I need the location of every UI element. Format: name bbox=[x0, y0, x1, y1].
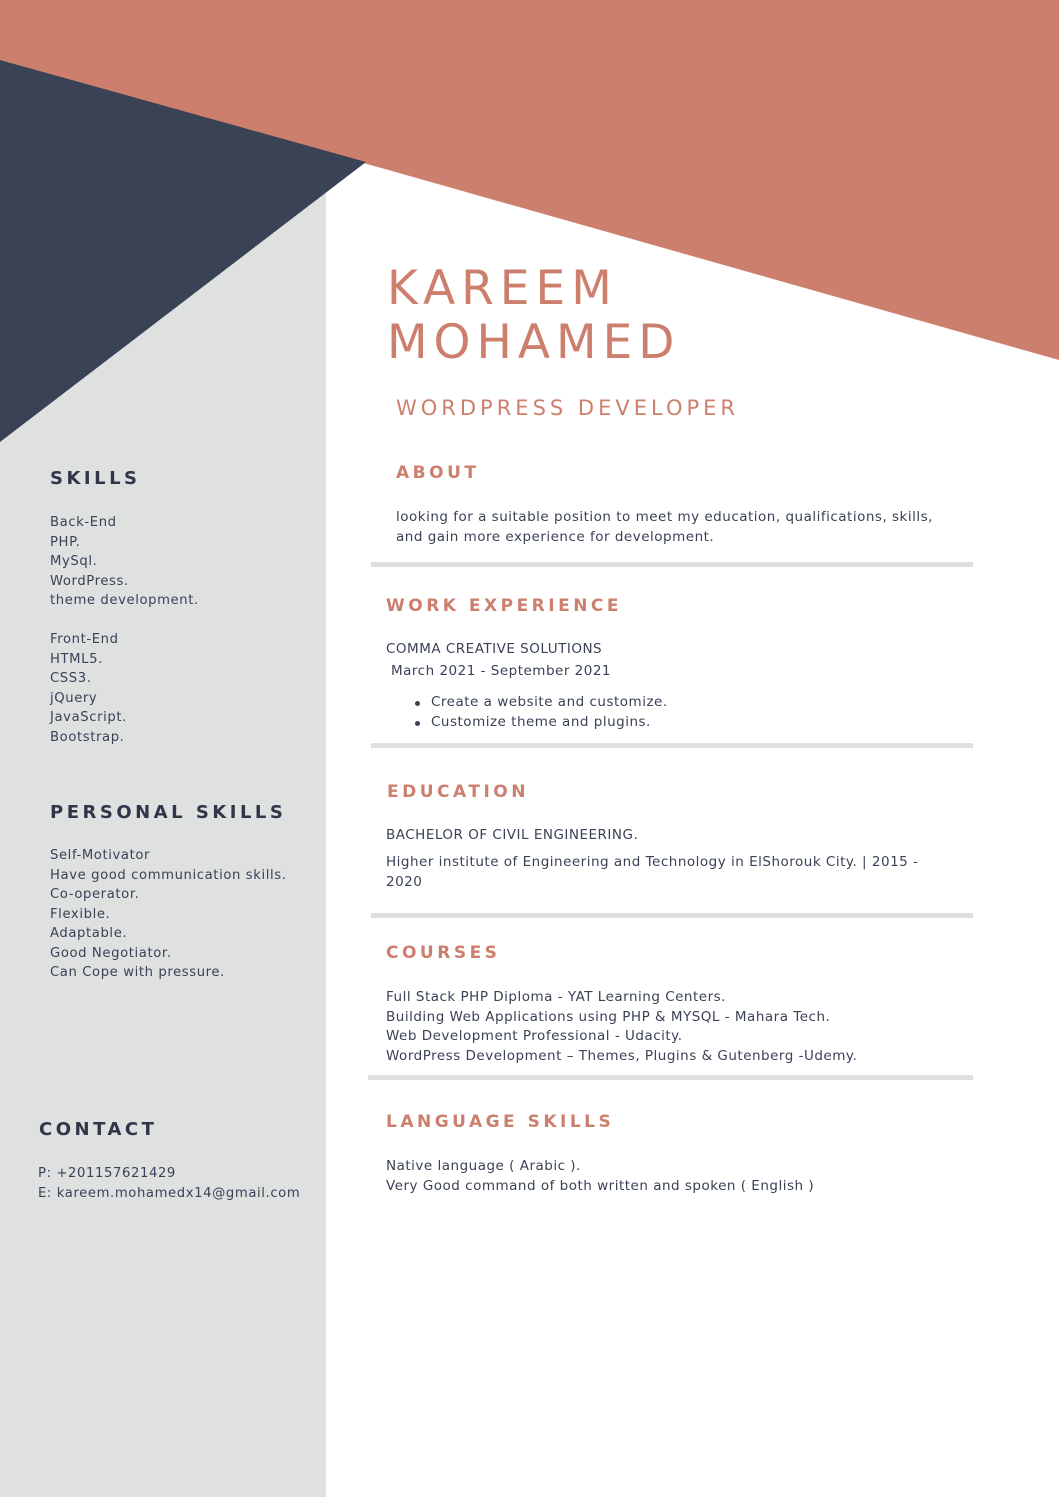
contact-phone[interactable]: P: +201157621429 bbox=[38, 1166, 176, 1181]
name-last: MOHAMED bbox=[387, 315, 681, 370]
personal-skill-item: Co-operator. bbox=[50, 887, 140, 902]
education-heading: EDUCATION bbox=[387, 782, 529, 802]
contact-email[interactable]: E: kareem.mohamedx14@gmail.com bbox=[38, 1185, 301, 1201]
personal-skill-item: Flexible. bbox=[50, 906, 111, 922]
about-heading: ABOUT bbox=[396, 463, 480, 483]
personal-skill-item: Can Cope with pressure. bbox=[50, 965, 225, 980]
work-dates: March 2021 - September 2021 bbox=[391, 663, 612, 679]
section-divider bbox=[371, 562, 973, 567]
skills-list bbox=[50, 513, 310, 747]
courses-list bbox=[386, 988, 857, 1066]
skills-group-spacer bbox=[50, 611, 310, 631]
personal-skills-list bbox=[50, 846, 320, 983]
work-experience-heading: WORK EXPERIENCE bbox=[386, 596, 623, 616]
personal-skill-item: Adaptable. bbox=[50, 926, 128, 941]
language-skills-list bbox=[386, 1157, 814, 1196]
skill-item: MySql. bbox=[50, 554, 98, 569]
contact-info bbox=[38, 1164, 323, 1203]
skill-item: Back-End bbox=[50, 515, 117, 530]
courses-heading: COURSES bbox=[386, 943, 501, 963]
work-duties-list bbox=[411, 693, 668, 732]
work-duty-item: Create a website and customize. bbox=[411, 693, 668, 713]
personal-skill-item: Have good communication skills. bbox=[50, 867, 287, 883]
skill-item: theme development. bbox=[50, 593, 199, 608]
contact-heading: CONTACT bbox=[39, 1119, 158, 1140]
personal-skills-heading: PERSONAL SKILLS bbox=[50, 802, 287, 823]
education-degree: BACHELOR OF CIVIL ENGINEERING. bbox=[386, 827, 639, 843]
skill-item: Bootstrap. bbox=[50, 729, 125, 745]
skill-item: CSS3. bbox=[50, 671, 92, 686]
name-first: KAREEM bbox=[387, 261, 618, 316]
language-item: Very Good command of both written and spoken ( English ) bbox=[386, 1177, 815, 1194]
skill-item: JavaScript. bbox=[50, 710, 127, 725]
skill-item: WordPress. bbox=[50, 573, 129, 589]
personal-skill-item: Good Negotiator. bbox=[50, 945, 172, 961]
section-divider bbox=[371, 913, 973, 918]
section-divider bbox=[368, 1075, 973, 1080]
skill-item: jQuery bbox=[50, 690, 98, 706]
work-duty-item: Customize theme and plugins. bbox=[411, 713, 668, 733]
education-institution: Higher institute of Engineering and Technology in ElShorouk City. | 2015 - 2020 bbox=[386, 854, 919, 890]
skill-item: Front-End bbox=[50, 632, 119, 647]
course-item: Building Web Applications using PHP & MYSQL - Mahara Tech. bbox=[386, 1008, 831, 1025]
language-item: Native language ( Arabic ). bbox=[386, 1158, 581, 1174]
skill-item: PHP. bbox=[50, 534, 81, 550]
about-text: looking for a suitable position to meet my education, qualifications, skills, and gain more experience for development. bbox=[396, 509, 933, 545]
section-divider bbox=[371, 743, 973, 748]
skill-item: HTML5. bbox=[50, 651, 103, 667]
course-item: Full Stack PHP Diploma - YAT Learning Centers. bbox=[386, 989, 726, 1005]
language-skills-heading: LANGUAGE SKILLS bbox=[386, 1112, 615, 1132]
course-item: Web Development Professional - Udacity. bbox=[386, 1028, 683, 1044]
job-title: WORDPRESS DEVELOPER bbox=[396, 396, 739, 420]
work-company: COMMA CREATIVE SOLUTIONS bbox=[386, 641, 603, 657]
personal-skill-item: Self-Motivator bbox=[50, 848, 151, 863]
course-item: WordPress Development – Themes, Plugins & Gutenberg -Udemy. bbox=[386, 1047, 858, 1064]
skills-heading: SKILLS bbox=[50, 468, 141, 489]
